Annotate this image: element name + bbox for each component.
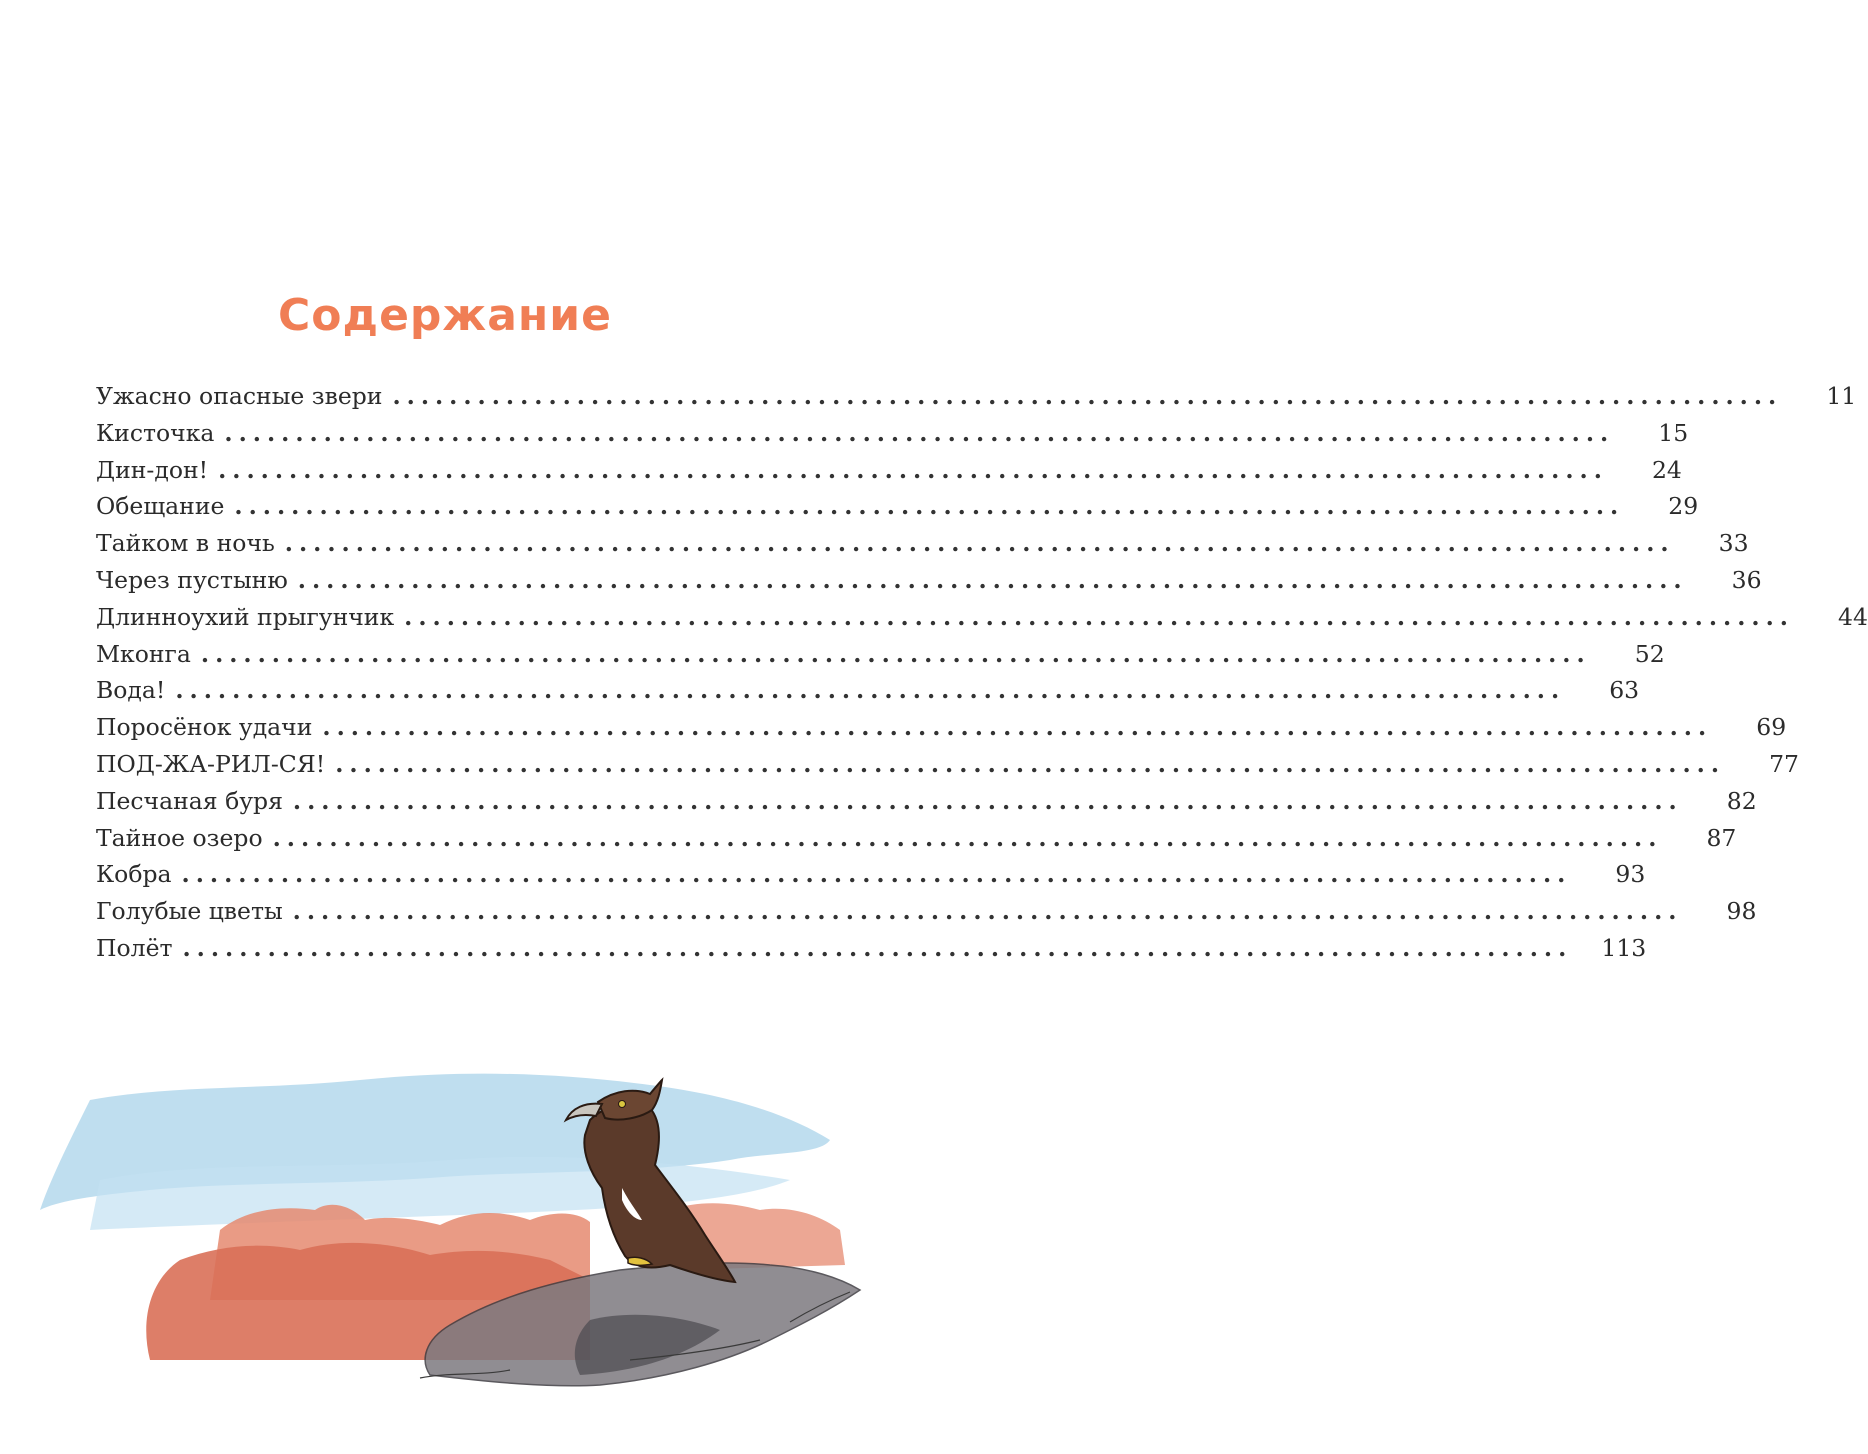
- toc-entry-page: 29: [1668, 492, 1699, 521]
- dot-leader: ..................................................................................................: [175, 676, 1566, 705]
- toc-entry-title: Длинноухий прыгунчик: [96, 602, 395, 631]
- page-title: Содержание: [278, 290, 612, 341]
- toc-entry[interactable]: [96, 676, 1640, 713]
- dot-leader: ..................................................................................................: [224, 418, 1615, 447]
- toc-entry-title: Полёт: [96, 933, 173, 962]
- toc-entry-page: 82: [1726, 786, 1757, 815]
- toc-entry-page: 93: [1615, 860, 1646, 889]
- toc-entry[interactable]: [96, 602, 1868, 640]
- toc-entry-title: Вода!: [96, 676, 166, 705]
- toc-entry[interactable]: [96, 897, 1757, 934]
- toc-entry[interactable]: [96, 933, 1647, 971]
- toc-entry[interactable]: [96, 639, 1665, 677]
- toc-entry-page: 113: [1601, 933, 1647, 962]
- toc-entry-title: Поросёнок удачи: [96, 713, 313, 742]
- toc-entry-page: 11: [1826, 382, 1857, 410]
- dot-leader: ..................................................................................................: [292, 897, 1683, 926]
- dot-leader: ..................................................................................................: [218, 455, 1608, 484]
- dot-leader: ..................................................................................................: [284, 529, 1675, 558]
- toc-entry[interactable]: [96, 529, 1749, 566]
- toc-entry[interactable]: [96, 382, 1857, 419]
- toc-entry-page: 77: [1769, 749, 1799, 778]
- toc-entry-title: Тайком в ночь: [96, 529, 275, 558]
- toc-entry-page: 33: [1718, 529, 1749, 558]
- eagle-on-rock-illustration: [30, 1060, 880, 1390]
- toc-entry[interactable]: [96, 786, 1757, 824]
- toc-entry-title: Обещание: [96, 492, 225, 521]
- toc-entry[interactable]: [96, 749, 1799, 787]
- dot-leader: ..................................................................................................: [292, 786, 1683, 815]
- toc-entry-title: Через пустыню: [96, 565, 288, 594]
- toc-entry-page: 24: [1651, 455, 1682, 484]
- toc-entry-page: 15: [1658, 418, 1689, 447]
- table-of-contents: [96, 382, 1868, 971]
- toc-entry[interactable]: [96, 713, 1787, 750]
- toc-entry[interactable]: [96, 565, 1762, 603]
- dot-leader: ..................................................................................................: [272, 823, 1663, 852]
- toc-entry[interactable]: [96, 418, 1689, 456]
- dot-leader: ..................................................................................................: [181, 860, 1572, 889]
- eagle-eye: [619, 1101, 626, 1108]
- toc-entry-page: 87: [1706, 823, 1737, 852]
- toc-entry-title: Кисточка: [96, 418, 215, 447]
- toc-entry-page: 52: [1634, 639, 1665, 668]
- toc-entry-title: ПОД-ЖА-РИЛ-СЯ!: [96, 749, 326, 778]
- toc-entry-title: Мконга: [96, 639, 191, 668]
- dot-leader: ..................................................................................................: [404, 602, 1794, 631]
- toc-entry-title: Тайное озеро: [96, 823, 263, 852]
- toc-entry[interactable]: [96, 823, 1737, 861]
- toc-entry-page: 63: [1609, 676, 1640, 705]
- toc-entry-page: 98: [1726, 897, 1757, 926]
- toc-entry-title: Дин-дон!: [96, 455, 209, 484]
- dot-leader: ..................................................................................................: [392, 382, 1783, 410]
- toc-entry-title: Ужасно опасные звери: [96, 382, 383, 410]
- dot-leader: ..................................................................................................: [335, 749, 1725, 778]
- toc-entry-page: 36: [1731, 565, 1762, 594]
- dot-leader: ..................................................................................................: [322, 713, 1713, 742]
- dot-leader: ..................................................................................................: [182, 933, 1573, 962]
- toc-entry[interactable]: [96, 860, 1646, 897]
- toc-entry-page: 69: [1756, 713, 1787, 742]
- toc-entry[interactable]: [96, 455, 1682, 493]
- dot-leader: ..................................................................................................: [234, 492, 1625, 521]
- toc-entry-title: Кобра: [96, 860, 172, 889]
- toc-entry-page: 44: [1838, 602, 1868, 631]
- toc-entry-title: Голубые цветы: [96, 897, 283, 926]
- dot-leader: ..................................................................................................: [200, 639, 1591, 668]
- toc-entry-title: Песчаная буря: [96, 786, 283, 815]
- dot-leader: ..................................................................................................: [297, 565, 1688, 594]
- toc-entry[interactable]: [96, 492, 1699, 529]
